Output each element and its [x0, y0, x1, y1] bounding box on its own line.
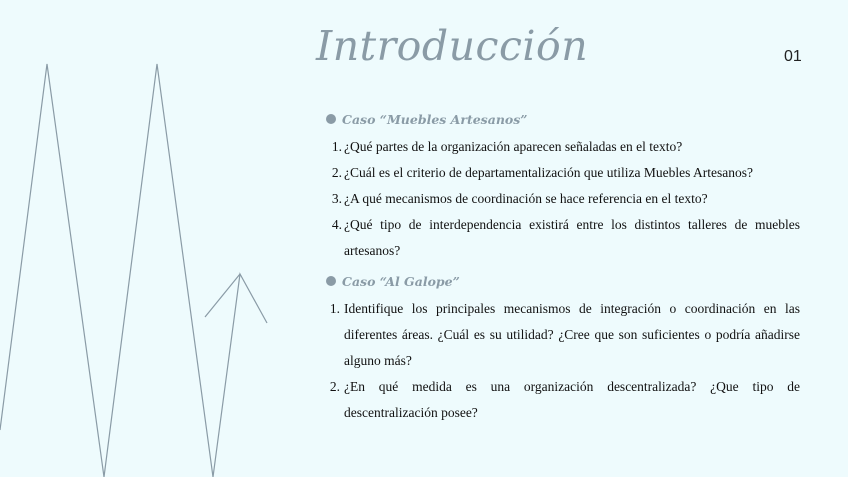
- item-text: ¿Qué tipo de interdependencia existirá entre los distintos talleres de muebles artesanos?: [344, 217, 800, 258]
- bullet-dot-icon: [326, 276, 336, 286]
- question-list-galope: [326, 296, 800, 426]
- list-item: [326, 186, 800, 212]
- case-label: Caso “Muebles Artesanos”: [342, 111, 528, 127]
- slide-title: Introducción: [316, 22, 589, 70]
- list-item: [326, 212, 800, 264]
- list-item: [326, 160, 800, 186]
- zigzag-line: [0, 64, 267, 477]
- case-label: Caso “Al Galope”: [342, 273, 460, 289]
- question-list-muebles: [326, 134, 800, 264]
- item-number: 2.: [329, 379, 340, 394]
- list-item: [326, 296, 800, 374]
- item-text: Identifique los principales mecanismos de integración o coordinación en las diferentes áreas. ¿Cuál es su utilidad? ¿Cree que son suficientes o podría añadirse alguno más?: [344, 301, 800, 368]
- case-heading-galope: [326, 270, 800, 292]
- list-item: [326, 374, 800, 426]
- zigzag-line-decoration: [0, 0, 300, 477]
- page-number: 01: [784, 48, 802, 65]
- bullet-dot-icon: [326, 114, 336, 124]
- item-text: ¿Qué partes de la organización aparecen señaladas en el texto?: [344, 139, 683, 154]
- item-number: 3.: [331, 191, 342, 206]
- item-text: ¿En qué medida es una organización descentralizada? ¿Que tipo de descentralización posee?: [344, 379, 800, 420]
- content-area: [326, 108, 800, 426]
- item-number: 1.: [329, 301, 340, 316]
- item-text: ¿Cuál es el criterio de departamentalización que utiliza Muebles Artesanos?: [344, 165, 753, 180]
- item-number: 4.: [331, 217, 342, 232]
- item-number: 1.: [331, 139, 342, 154]
- item-text: ¿A qué mecanismos de coordinación se hace referencia en el texto?: [344, 191, 708, 206]
- list-item: [326, 134, 800, 160]
- item-number: 2.: [331, 165, 342, 180]
- case-heading-muebles: [326, 108, 800, 130]
